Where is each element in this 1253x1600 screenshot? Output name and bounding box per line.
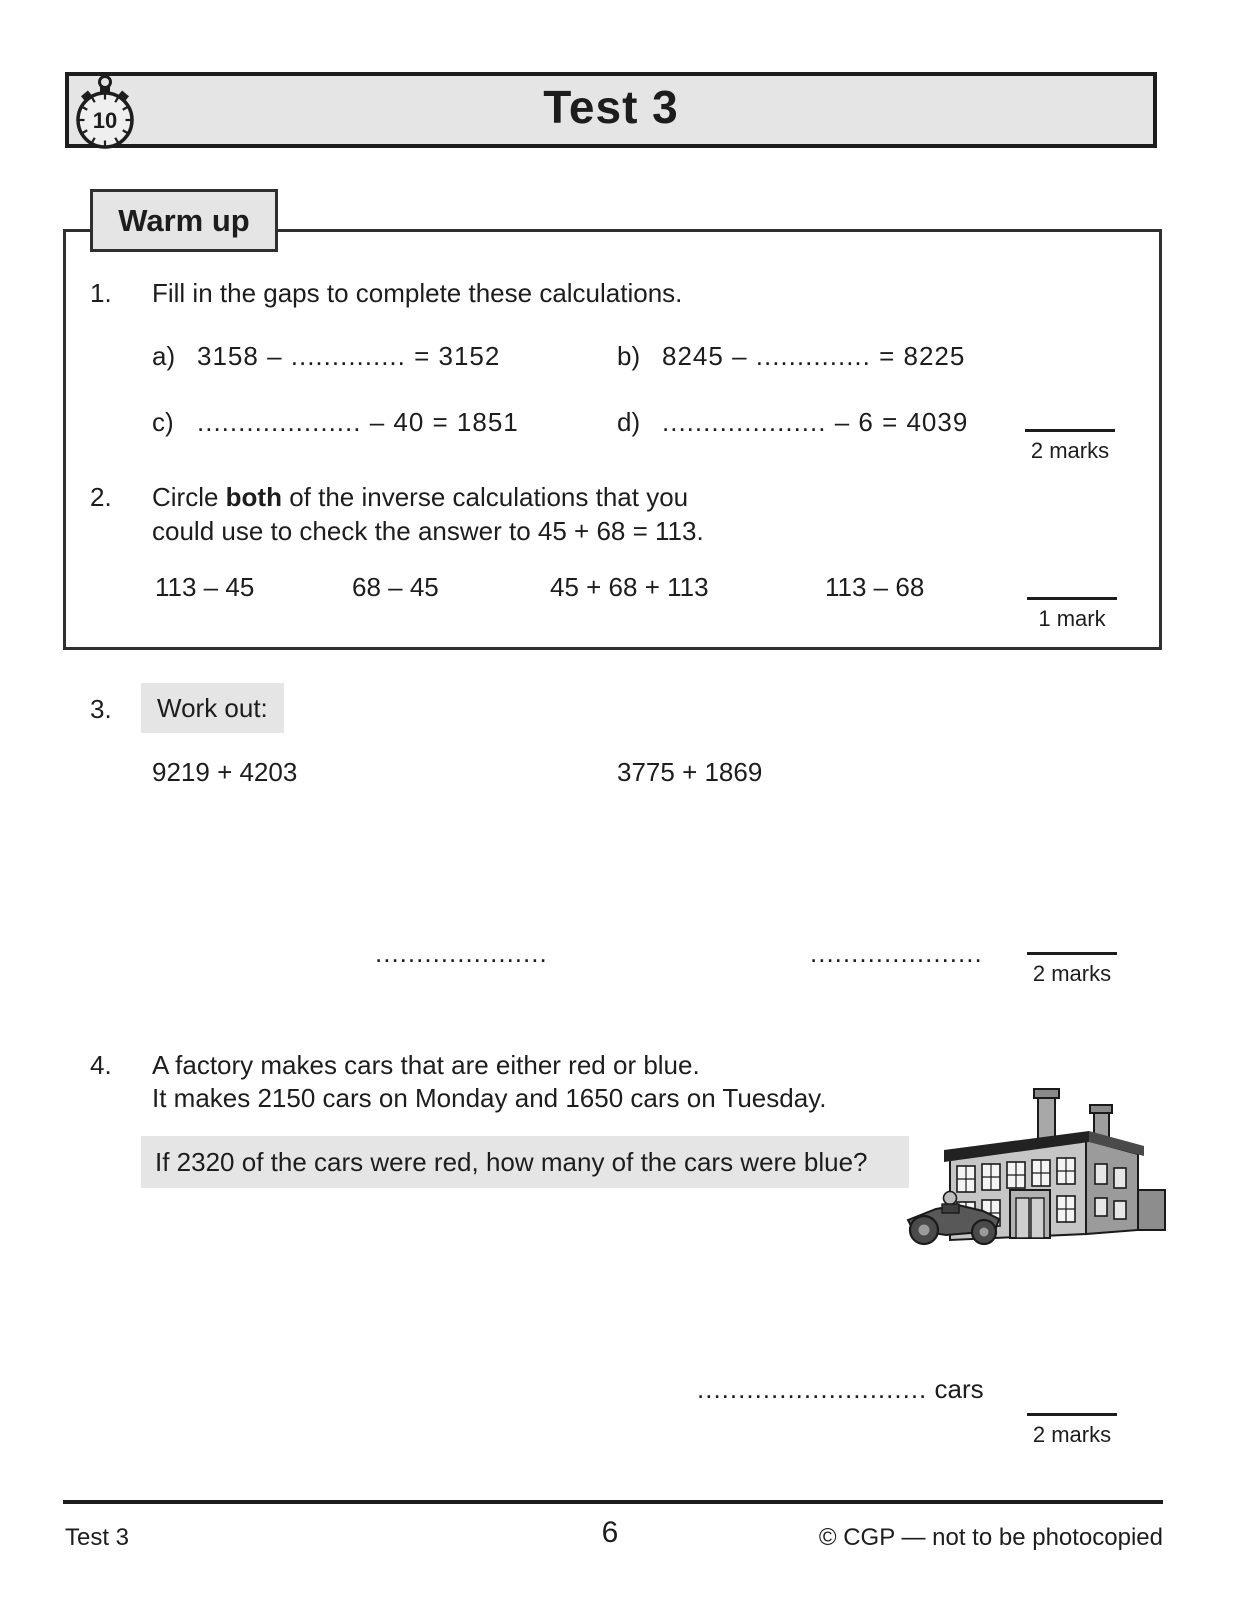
q3-marks-line: [1027, 952, 1117, 955]
q3-marks-label: 2 marks: [1032, 961, 1112, 986]
q2-marks-label: 1 mark: [1038, 606, 1106, 631]
stopwatch-minutes: 10: [92, 108, 118, 133]
q2-option-3: 45 + 68 + 113: [550, 572, 709, 602]
q1-part-c-label: c): [152, 407, 174, 437]
q1-part-d-label: d): [617, 407, 641, 437]
q1-part-b-label: b): [617, 341, 641, 371]
question-3-prompt: Work out:: [141, 683, 284, 733]
page-title: Test 3: [543, 81, 679, 133]
question-2-prompt-line2: could use to check the answer to 45 + 68 = 113.: [152, 516, 704, 546]
question-1-number: 1.: [90, 278, 112, 308]
q4-answer-blank: ............................: [697, 1374, 928, 1404]
factory-side-wall: [1086, 1140, 1138, 1234]
q1-part-b-expression: 8245 – .............. = 8225: [662, 341, 966, 371]
warmup-label: Warm up: [90, 189, 278, 252]
q4-answer-row: [697, 1374, 984, 1405]
q4-marks: [1016, 1413, 1128, 1447]
question-2-number: 2.: [90, 482, 112, 512]
factory-illustration: [886, 1062, 1188, 1255]
q3-marks: [1016, 952, 1128, 986]
question-2-prompt-line1: [152, 482, 688, 513]
q2-marks: [1016, 597, 1128, 631]
question-4-highlight: If 2320 of the cars were red, how many of the cars were blue?: [141, 1136, 909, 1188]
footer-divider: [63, 1500, 1163, 1504]
q1-marks: [1014, 429, 1126, 463]
question-4-line1: A factory makes cars that are either red or blue.: [152, 1050, 700, 1080]
q1-marks-line: [1025, 429, 1115, 432]
q3-answer-blank-right: .....................: [810, 938, 983, 968]
q1-part-c-expression: .................... – 40 = 1851: [197, 407, 519, 437]
factory-annex: [1138, 1190, 1165, 1230]
footer-test-label: Test 3: [65, 1524, 130, 1551]
q3-answer-blank-left: .....................: [375, 938, 548, 968]
question-4-line2: It makes 2150 cars on Monday and 1650 cars on Tuesday.: [152, 1083, 827, 1113]
question-3-number: 3.: [90, 694, 112, 724]
q1-marks-label: 2 marks: [1030, 438, 1110, 463]
q3-calculation-left: 9219 + 4203: [152, 757, 298, 787]
question-4-number: 4.: [90, 1050, 112, 1080]
q3-calculation-right: 3775 + 1869: [617, 757, 763, 787]
page-number: 6: [601, 1516, 619, 1549]
q2-option-2: 68 – 45: [352, 572, 439, 602]
q2-prompt-pre: Circle: [152, 482, 226, 512]
stopwatch-icon: [72, 74, 138, 155]
q2-prompt-bold: both: [225, 482, 282, 512]
q4-marks-line: [1027, 1413, 1117, 1416]
footer-copyright: © CGP — not to be photocopied: [818, 1524, 1163, 1551]
question-1-prompt: Fill in the gaps to complete these calculations.: [152, 278, 683, 308]
q2-prompt-post: of the inverse calculations that you: [281, 482, 689, 512]
q1-part-d-expression: .................... – 6 = 4039: [662, 407, 969, 437]
q1-part-a-expression: 3158 – .............. = 3152: [197, 341, 501, 371]
q2-option-4: 113 – 68: [825, 572, 925, 602]
q4-marks-label: 2 marks: [1032, 1422, 1112, 1447]
q1-part-a-label: a): [152, 341, 176, 371]
q2-marks-line: [1027, 597, 1117, 600]
chimney-1: [1038, 1095, 1055, 1139]
q4-answer-unit: cars: [927, 1374, 984, 1404]
q2-option-1: 113 – 45: [155, 572, 255, 602]
